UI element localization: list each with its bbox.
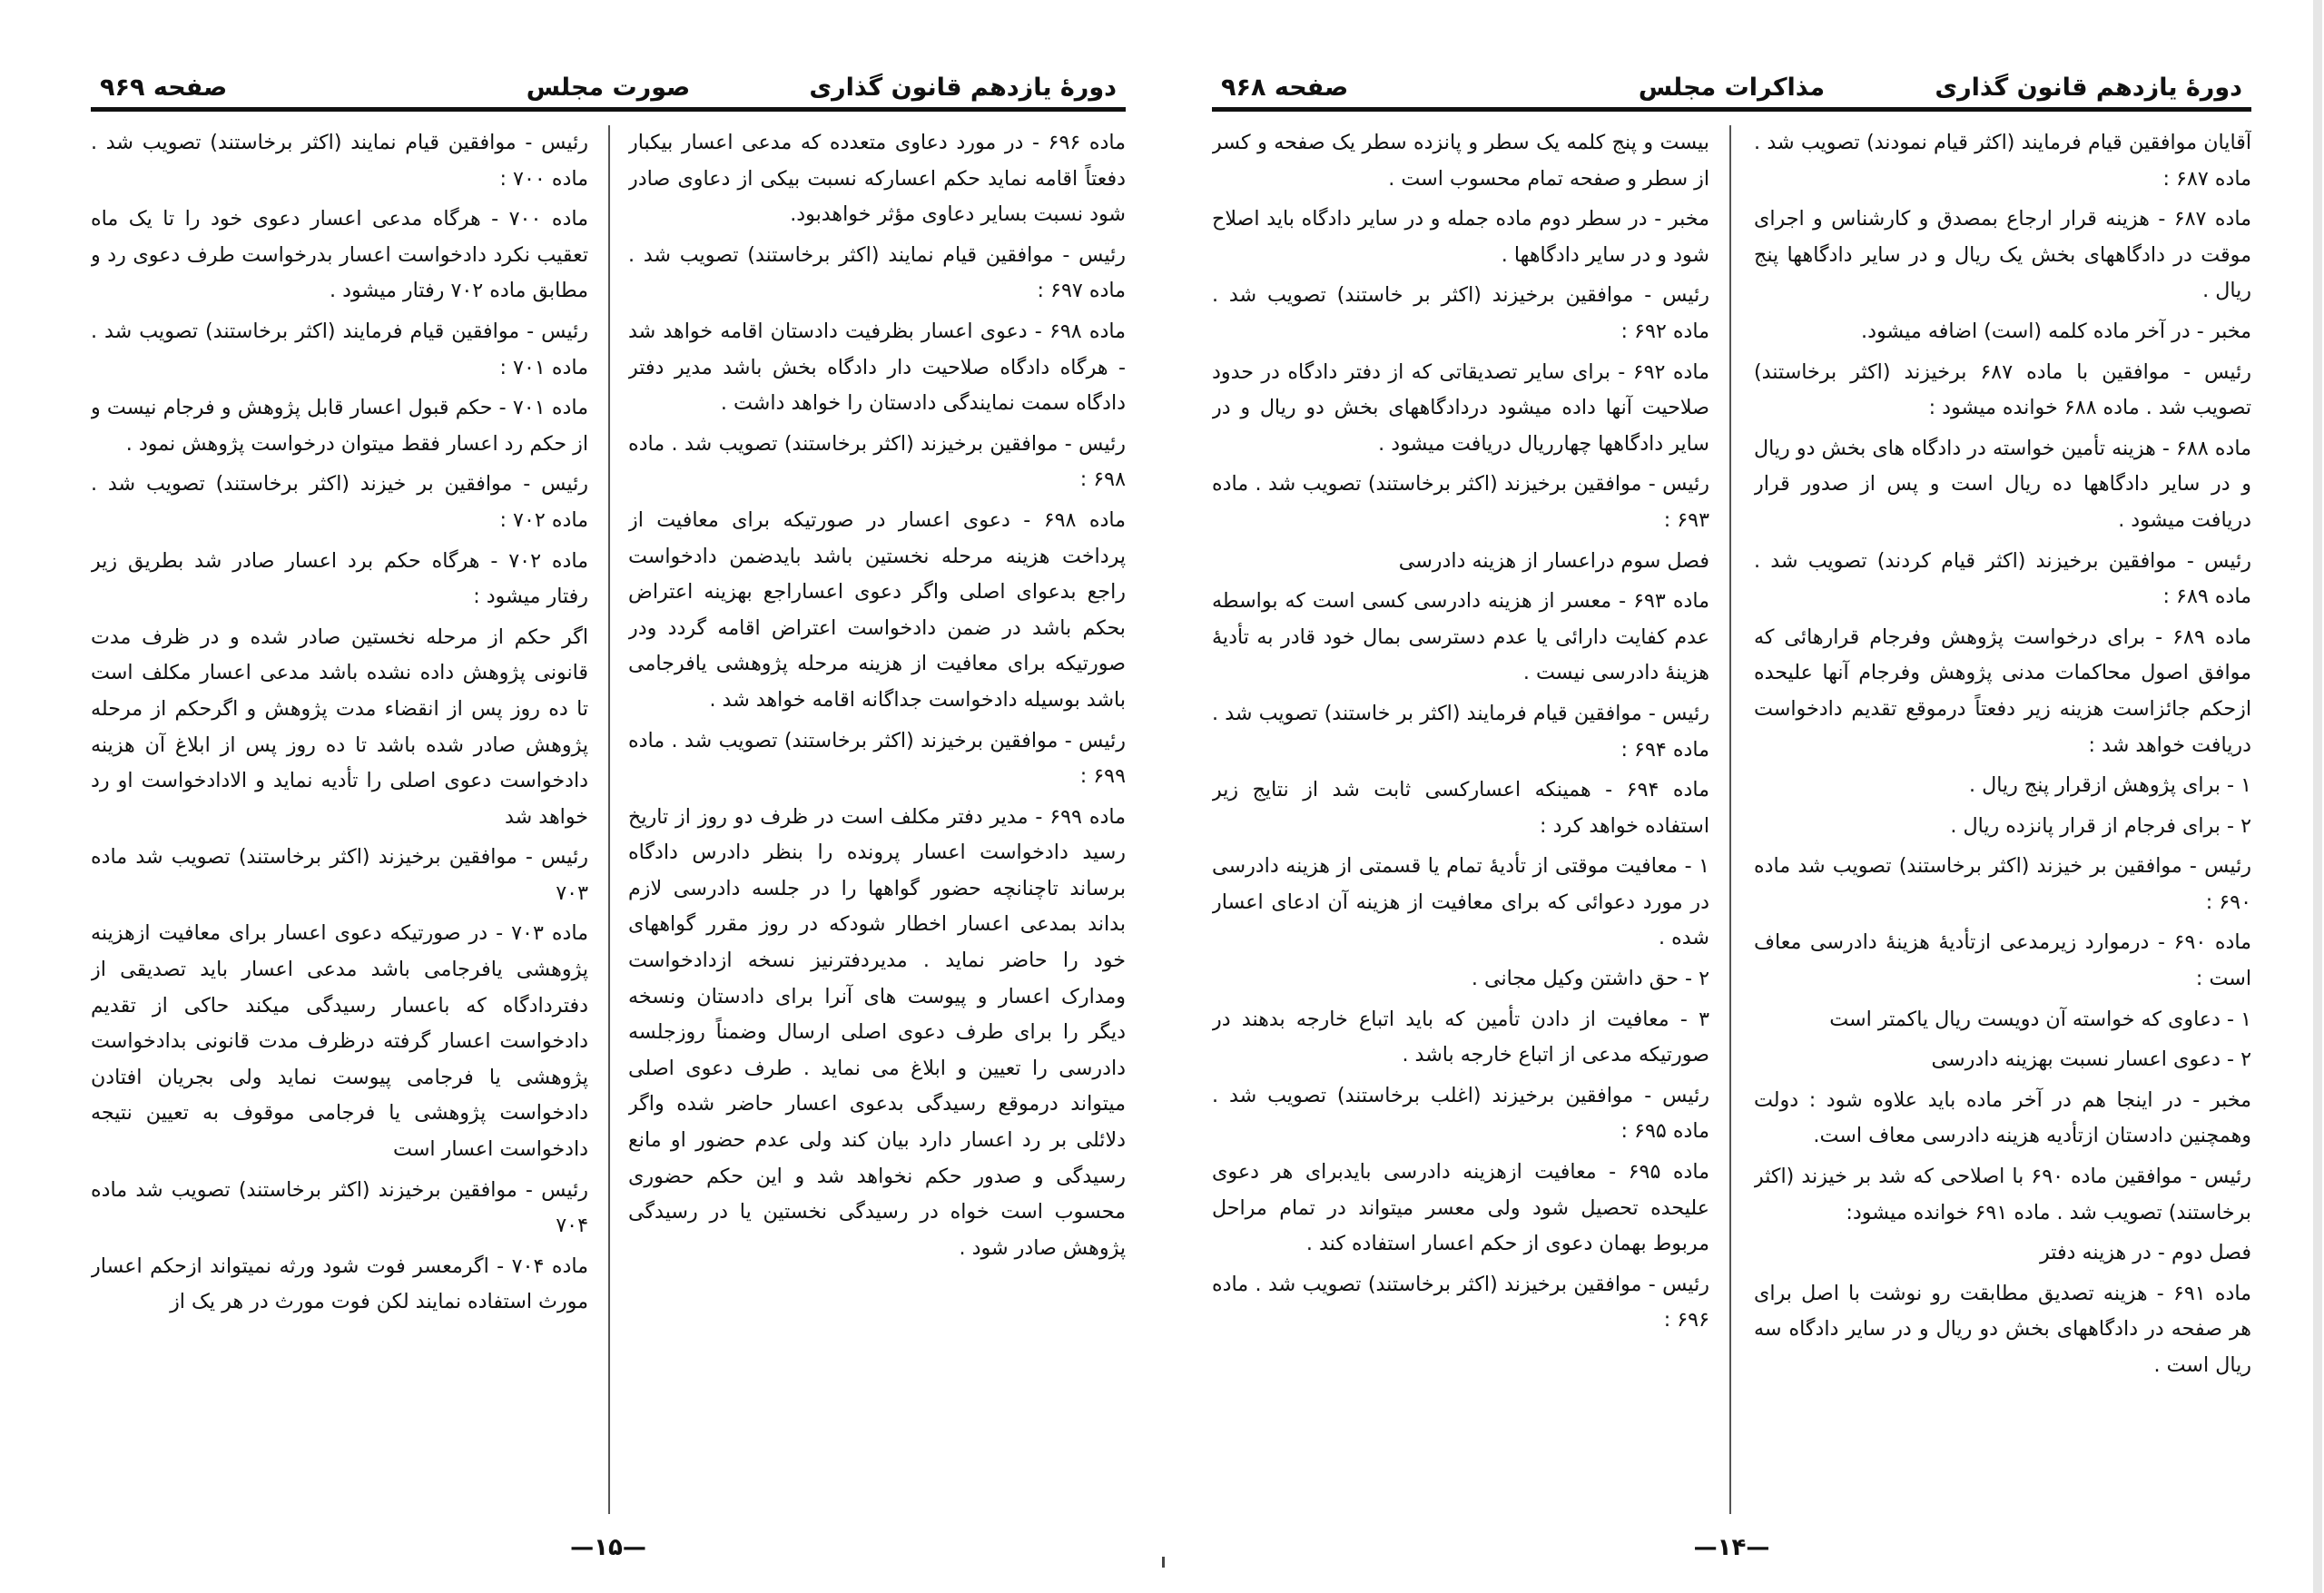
header-title: مذاکرات مجلس: [1638, 74, 1826, 102]
paragraph: فصل دوم - در هزینه دفتر: [2040, 1241, 2251, 1265]
paragraph: ماده ۶۹۴ - همینکه اعسارکسی ثابت شد از نتایج زیر استفاده خواهد کرد :: [1212, 778, 1709, 838]
paragraph: ماده ۶۸۹ - برای درخواست پژوهش وفرجام قرارهائی که موافق اصول محاکمات مدنی پژوهش وفرجام آنها علیحده ازحکم جائزاست هزینه زیر دفعتاً درموقع تقدیم دادخواست دریافت خواهد شد :: [1754, 624, 2251, 757]
paragraph: رئیس - موافقین بر خیزند (اکثر برخاستند) تصویب شد . ماده ۷۰۲ :: [91, 472, 588, 532]
paragraph: ۲ - برای فرجام از قرار پانزده ریال .: [1950, 813, 2251, 838]
paragraph: ماده ۷۰۳ - در صورتیکه دعوی اعسار برای معافیت ازهزینه پژوهشی یافرجامی باشد مدعی اعسار باید تصدیقی از دفتردادگاه که باعسار رسیدگی میکند حاکی از تقدیم دادخواست اعسار گرفته درظرف مدت قانونی بدادخواست پژوهشی یا فرجامی پیوست نماید ولی بجریان افتادن دادخواست پژوهشی یا فرجامی موقوف به تعیین نتیجه دادخواست اعسار است: [91, 921, 588, 1162]
paragraph: ماده ۶۹۰ - درموارد زیرمدعی ازتأدیهٔ هزینهٔ دادرسی معاف است :: [1754, 930, 2251, 991]
paragraph: رئیس - موافقین برخیزند (اکثر قیام کردند) تصویب شد . ماده ۶۸۹ :: [1754, 548, 2251, 609]
header-title: صورت مجلس: [526, 74, 691, 102]
paragraph: رئیس - موافقین قیام نمایند (اکثر برخاستند) تصویب شد . ماده ۷۰۰ :: [91, 131, 588, 191]
paragraph: ماده ۷۰۲ - هرگاه حکم برد اعسار صادر شد بطریق زیر رفتار میشود :: [91, 548, 588, 609]
paragraph: ۳ - معافیت از دادن تأمین که باید اتباع خارجه بدهند در صورتیکه مدعی از اتباع خارجه باشد .: [1212, 1007, 1709, 1067]
paragraph: مخبر - در آخر ماده کلمه (است) اضافه میشود.: [1861, 319, 2251, 343]
header-page-number: صفحه ۹۶۸: [1221, 74, 1349, 102]
header-page-number: صفحه ۹۶۹: [100, 74, 228, 102]
paragraph: ماده ۶۹۹ - مدیر دفتر مکلف است در ظرف دو روز از تاریخ رسید دادخواست اعسار پرونده را بنظر دادرس دادگاه برساند تاچنانچه حضور گواهها را در جلسه دادرسی لازم بداند بمدعی اعسار اخطار شودکه در روز مقرر گواههای خود را حاضر نماید . مدیردفترنیز نسخه ازدادخواست ومدارک اعسار و پیوست های آنرا برای دادستان ونسخه دیگر را برای طرف دعوی اصلی ارسال وضمناً روزجلسه دادرسی را تعیین و ابلاغ می نماید . طرف دعوی اصلی میتواند درموقع رسیدگی بدعوی اعسار حاضر شده واگر دلائلی بر رد اعسار دارد بیان کند ولی عدم حضور او مانع رسیدگی و صدور حکم نخواهد شد و این حکم حضوری محسوب است خواه در رسیدگی نخستین یا در رسیدگی پژوهش صادر شود .: [628, 804, 1126, 1260]
paragraph: بیست و پنج کلمه یک سطر و پانزده سطر یک صفحه و کسر از سطر و صفحه تمام محسوب است .: [1212, 131, 1709, 191]
paragraph: رئیس - موافقین قیام فرمایند (اکثر بر خاستند) تصویب شد . ماده ۶۹۴ :: [1212, 701, 1709, 762]
paragraph: رئیس - موافقین برخیزند (اکثر برخاستند) تصویب شد ماده ۷۰۴: [91, 1177, 588, 1238]
paragraph: مخبر - در اینجا هم در آخر ماده باید علاوه شود : دولت وهمچنین دادستان ازتأدیه هزینه دادرسی معاف است.: [1754, 1087, 2251, 1148]
page-footer-number: —۱۵—: [570, 1534, 646, 1561]
paragraph: آقایان موافقین قیام فرمایند (اکثر قیام نمودند) تصویب شد . ماده ۶۸۷ :: [1754, 131, 2251, 191]
column-divider: [608, 125, 610, 1514]
binding-mark: [1162, 1557, 1165, 1568]
page-969: [91, 0, 1126, 1593]
paragraph: اگر حکم از مرحله نخستین صادر شده و در ظرف مدت قانونی پژوهش داده نشده باشد مدعی اعسار مکلف است تا ده روز پس از انقضاء مدت پژوهش و اگرحکم از مرحله پژوهش صادر شده باشد تا ده روز پس از ابلاغ آن هزینه دادخواست دعوی اصلی را تأدیه نماید و الادادخواست او رد خواهد شد: [91, 624, 588, 829]
paragraph: رئیس - موافقین برخیزند (اکثر برخاستند) تصویب شد . ماده ۶۹۸ :: [628, 431, 1126, 492]
running-header: [1212, 54, 2251, 112]
paragraph: رئیس - موافقین بر خیزند (اکثر برخاستند) تصویب شد ماده ۶۹۰ :: [1754, 854, 2251, 914]
paragraph: ۱ - برای پژوهش ازقرار پنج ریال .: [1969, 773, 2251, 798]
header-session: دورهٔ یازدهم قانون گذاری: [1935, 74, 2242, 102]
text-column-right: [628, 125, 1126, 1514]
running-header: [91, 54, 1126, 112]
paragraph: رئیس - موافقین برخیزند (اکثر برخاستند) تصویب شد . ماده ۶۹۹ :: [628, 728, 1126, 789]
paragraph: ۲ - دعوی اعسار نسبت بهزینه دادرسی: [1931, 1047, 2251, 1072]
paragraph: ماده ۶۹۸ - دعوی اعسار در صورتیکه برای معافیت از پرداخت هزینه مرحله نخستین باشد بایدضمن دادخواست راجع بدعوای اصلی واگر دعوی اعساراجع بهزینه اعتراض بحکم باشد در ضمن دادخواست اعتراض اقامه گردد ودر صورتیکه برای معافیت از هزینه مرحله پژوهشی یافرجامی باشد بوسیله دادخواست جداگانه اقامه خواهد شد .: [628, 507, 1126, 712]
paragraph: رئیس - موافقین قیام نمایند (اکثر برخاستند) تصویب شد . ماده ۶۹۷ :: [628, 242, 1126, 303]
paragraph: ماده ۷۰۴ - اگرمعسر فوت شود ورثه نمیتواند ازحکم اعسار مورث استفاده نمایند لکن فوت مورث در هر یک از: [91, 1254, 588, 1314]
paragraph: ماده ۶۹۳ - معسر از هزینه دادرسی کسی است که بواسطه عدم کفایت دارائی یا عدم دسترسی بمال خود قادر به تأدیهٔ هزینهٔ دادرسی نیست .: [1212, 589, 1709, 685]
page-968: [1212, 0, 2251, 1593]
paragraph: ماده ۷۰۰ - هرگاه مدعی اعسار دعوی خود را تا یک ماه تعقیب نکرد دادخواست اعسار بدرخواست طرف دعوی رد و مطابق ماده ۷۰۲ رفتار میشود .: [91, 207, 588, 303]
scan-edge: [2313, 0, 2322, 1593]
paragraph: ماده ۶۹۶ - در مورد دعاوی متعدده که مدعی اعسار بیکبار دفعتاً اقامه نماید حکم اعسارکه نسبت بیکی از دعاوی صادر شود نسبت بسایر دعاوی مؤثر خواهدبود.: [628, 131, 1126, 227]
paragraph: ماده ۶۹۱ - هزینه تصدیق مطابقت رو نوشت با اصل برای هر صفحه در دادگاههای بخش دو ریال و در سایر دادگاه سه ریال است .: [1754, 1281, 2251, 1377]
paragraph: مخبر - در سطر دوم ماده جمله و در سایر دادگاه باید اصلاح شود و در سایر دادگاهها .: [1212, 207, 1709, 267]
header-session: دورهٔ یازدهم قانون گذاری: [809, 74, 1117, 102]
paragraph: رئیس - موافقین برخیزند (اکثر برخاستند) تصویب شد . ماده ۶۹۳ :: [1212, 472, 1709, 532]
paragraph: ۱ - معافیت موقتی از تأدیهٔ تمام یا قسمتی از هزینه دادرسی در مورد دعوائی که برای معافیت از هزینه آن ادعای اعسار شده .: [1212, 854, 1709, 950]
paragraph: ۱ - دعاوی که خواسته آن دویست ریال یاکمتر است: [1829, 1007, 2251, 1031]
paragraph: ماده ۶۸۷ - هزینه قرار ارجاع بمصدق و کارشناس و اجرای موقت در دادگاههای بخش یک ریال و در سایر دادگاهها پنج ریال .: [1754, 207, 2251, 303]
text-column-left: [91, 125, 588, 1514]
paragraph: ماده ۶۹۸ - دعوی اعسار بظرفیت دادستان اقامه خواهد شد - هرگاه دادگاه صلاحیت دار دادگاه بخش باشد مدیر دفتر دادگاه سمت نمایندگی دادستان را خواهد داشت .: [628, 319, 1126, 416]
paragraph: ۲ - حق داشتن وکیل مجانی .: [1471, 967, 1709, 991]
paragraph: فصل سوم دراعسار از هزینه دادرسی: [1398, 548, 1709, 573]
paragraph: ماده ۶۹۲ - برای سایر تصدیقاتی که از دفتر دادگاه در حدود صلاحیت آنها داده میشود دردادگاههای بخش دو ریال و در سایر دادگاهها چهارریال دریافت میشود .: [1212, 359, 1709, 456]
paragraph: ماده ۶۹۵ - معافیت ازهزینه دادرسی بایدبرای هر دعوی علیحده تحصیل شود ولی معسر میتواند در تمام مراحل مربوط بهمان دعوی از حکم اعسار استفاده کند .: [1212, 1160, 1709, 1256]
paragraph: ماده ۷۰۱ - حکم قبول اعسار قابل پژوهش و فرجام نیست و از حکم رد اعسار فقط میتوان درخواست پژوهش نمود .: [91, 396, 588, 456]
paragraph: رئیس - موافقین برخیزند (اکثر بر خاستند) تصویب شد . ماده ۶۹۲ :: [1212, 283, 1709, 343]
text-column-right: [1754, 125, 2251, 1514]
paragraph: ماده ۶۸۸ - هزینه تأمین خواسته در دادگاه های بخش دو ریال و در سایر دادگاهها ده ریال است و پس از صدور قرار دریافت میشود .: [1754, 436, 2251, 532]
text-column-left: [1212, 125, 1709, 1514]
paragraph: رئیس - موافقین ماده ۶۹۰ با اصلاحی که شد بر خیزند (اکثر برخاستند) تصویب شد . ماده ۶۹۱ خوانده میشود:: [1754, 1165, 2251, 1224]
page-footer-number: —۱۴—: [1693, 1534, 1770, 1561]
paragraph: رئیس - موافقین با ماده ۶۸۷ برخیزند (اکثر برخاستند) تصویب شد . ماده ۶۸۸ خوانده میشود :: [1754, 359, 2251, 420]
paragraph: رئیس - موافقین برخیزند (اکثر برخاستند) تصویب شد . ماده ۶۹۶ :: [1212, 1272, 1709, 1332]
paragraph: رئیس - موافقین برخیزند (اغلب برخاستند) تصویب شد . ماده ۶۹۵ :: [1212, 1083, 1709, 1144]
paragraph: رئیس - موافقین قیام فرمایند (اکثر برخاستند) تصویب شد . ماده ۷۰۱ :: [91, 319, 588, 379]
paragraph: رئیس - موافقین برخیزند (اکثر برخاستند) تصویب شد ماده ۷۰۳: [91, 845, 588, 905]
column-divider: [1729, 125, 1731, 1514]
